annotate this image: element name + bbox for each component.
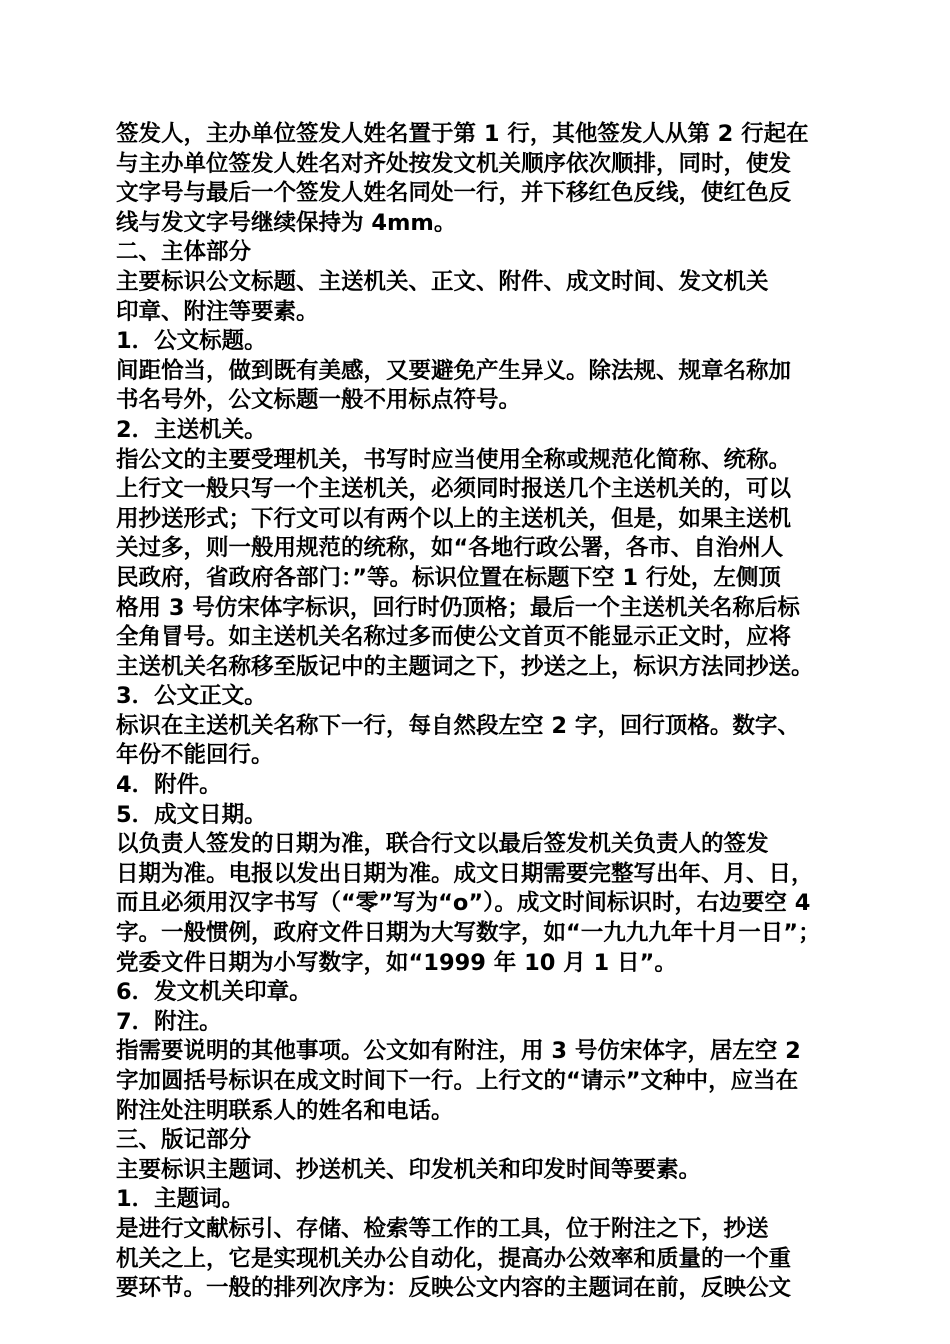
subsection-heading: 1．公文标题。 xyxy=(116,328,267,355)
text-line: 间距恰当，做到既有美感，又要避免产生异义。除法规、规章名称加 xyxy=(116,357,792,384)
text-line: 年份不能回行。 xyxy=(116,742,274,769)
text-line: 机关之上，它是实现机关办公自动化，提高办公效率和质量的一个重 xyxy=(116,1245,792,1272)
text-line: 主送机关名称移至版记中的主题词之下，抄送之上，标识方法同抄送。 xyxy=(116,653,814,680)
text-line: 附注处注明联系人的姓名和电话。 xyxy=(116,1097,454,1124)
subsection-heading: 7．附注。 xyxy=(116,1008,222,1035)
subsection-heading: 2．主送机关。 xyxy=(116,416,267,443)
text-line: 字。一般惯例，政府文件日期为大写数字，如“一九九九年十月一日”； xyxy=(116,920,821,947)
subsection-heading: 5．成文日期。 xyxy=(116,801,267,828)
text-line: 关过多，则一般用规范的统称，如“各地行政公署，各市、自治州人 xyxy=(116,535,784,562)
text-line: 印章、附注等要素。 xyxy=(116,298,319,325)
text-line: 字加圆括号标识在成文时间下一行。上行文的“请示”文种中，应当在 xyxy=(116,1068,799,1094)
section-heading: 三、版记部分 xyxy=(116,1127,252,1154)
text-line: 线与发文字号继续保持为 4mm。 xyxy=(116,209,457,236)
text-line: 书名号外，公文标题一般不用标点符号。 xyxy=(116,387,522,414)
text-line: 签发人，主办单位签发人姓名置于第 1 行，其他签发人从第 2 行起在 xyxy=(116,121,809,147)
text-line: 全角冒号。如主送机关名称过多而使公文首页不能显示正文时，应将 xyxy=(116,624,792,651)
subsection-heading: 1．主题词。 xyxy=(116,1186,245,1213)
text-line: 用抄送形式；下行文可以有两个以上的主送机关，但是，如果主送机 xyxy=(116,505,792,532)
text-line: 而且必须用汉字书写（“零”写为“o”）。成文时间标识时，右边要空 4 xyxy=(116,890,811,917)
text-line: 党委文件日期为小写数字，如“1999 年 10 月 1 日”。 xyxy=(116,949,677,976)
text-line: 标识在主送机关名称下一行，每自然段左空 2 字，回行顶格。数字、 xyxy=(116,712,800,739)
text-line: 指需要说明的其他事项。公文如有附注，用 3 号仿宋体字，居左空 2 xyxy=(116,1038,801,1065)
text-line: 要环节。一般的排列次序为：反映公文内容的主题词在前，反映公文 xyxy=(116,1275,792,1302)
text-line: 日期为准。电报以发出日期为准。成文日期需要完整写出年、月、日， xyxy=(116,860,814,887)
text-line: 文字号与最后一个签发人姓名同处一行，并下移红色反线，使红色反 xyxy=(116,180,792,207)
text-line: 是进行文献标引、存储、检索等工作的工具，位于附注之下，抄送 xyxy=(116,1215,769,1242)
section-heading: 二、主体部分 xyxy=(116,239,252,266)
document-body xyxy=(116,120,842,1304)
subsection-heading: 3．公文正文。 xyxy=(116,683,267,710)
text-line: 上行文一般只写一个主送机关，必须同时报送几个主送机关的，可以 xyxy=(116,476,792,503)
text-line: 以负责人签发的日期为准，联合行文以最后签发机关负责人的签发 xyxy=(116,831,769,858)
text-line: 主要标识公文标题、主送机关、正文、附件、成文时间、发文机关 xyxy=(116,268,769,295)
text-line: 主要标识主题词、抄送机关、印发机关和印发时间等要素。 xyxy=(116,1156,702,1183)
text-line: 民政府，省政府各部门：”等。标识位置在标题下空 1 行处，左侧顶 xyxy=(116,564,781,591)
subsection-heading: 6．发文机关印章。 xyxy=(116,979,312,1006)
subsection-heading: 4．附件。 xyxy=(116,772,222,799)
text-line: 格用 3 号仿宋体字标识，回行时仍顶格；最后一个主送机关名称后标 xyxy=(116,594,800,621)
text-line: 指公文的主要受理机关，书写时应当使用全称或规范化简称、统称。 xyxy=(116,446,792,473)
text-line: 与主办单位签发人姓名对齐处按发文机关顺序依次顺排，同时，使发 xyxy=(116,150,792,177)
